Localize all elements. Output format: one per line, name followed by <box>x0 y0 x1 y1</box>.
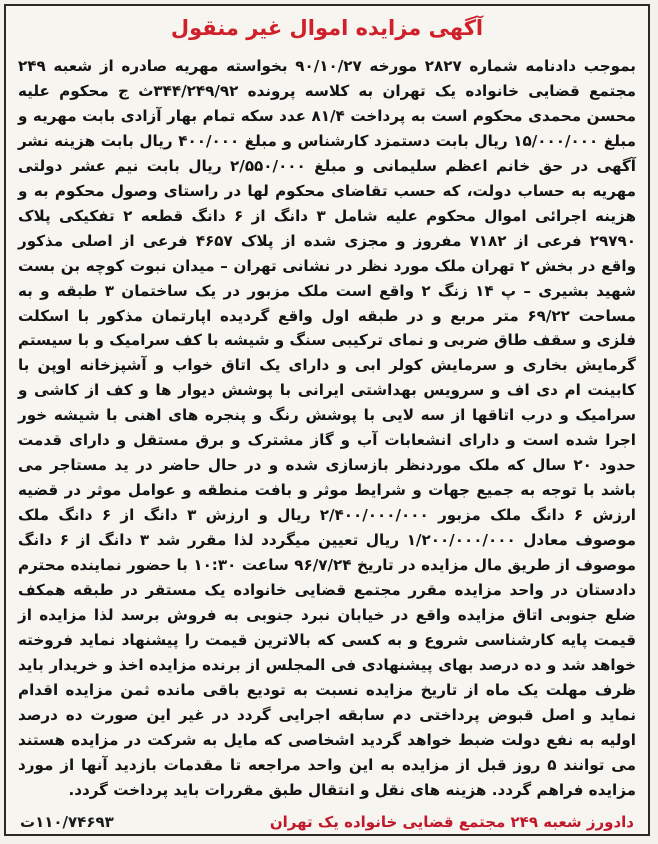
notice-footer <box>20 810 634 834</box>
notice-frame <box>4 4 650 836</box>
notice-body: بموجب دادنامه شماره ۲۸۲۷ مورخه ۹۰/۱۰/۲۷ بخواسته مهریه صادره از شعبه ۲۴۹ مجتمع قضایی خانواده یک تهران به کلاسه پرونده ۳۴۴/۲۴۹/۹۲ث ج محکوم علیه محسن محمدی محکوم است به پرداخت ۸۱/۴ عدد سکه تمام بهار آزادی بابت مهریه و مبلغ ۱۵/۰۰۰/۰۰۰ ریال بابت دستمزد کارشناس و مبلغ ۴۰۰/۰۰۰ ریال بابت هزینه نشر آگهی در حق خانم اعظم سلیمانی و مبلغ ۲/۵۵۰/۰۰۰ ریال بابت نیم عشر دولتی مهریه به حساب دولت، که حسب تقاضای محکوم لها در راستای وصول محکوم به و هزینه اجرائی اموال محکوم علیه شامل ۳ دانگ از ۶ دانگ قطعه ۲ تفکیکی پلاک ۲۹۷۹۰ فرعی از ۷۱۸۲ مفروز و مجزی شده از پلاک ۴۶۵۷ فرعی از اصلی مذکور واقع در بخش ۲ تهران ملک مورد نظر در نشانی تهران – میدان نبوت کوچه بن بست شهید بشیری – پ ۱۴ زنگ ۲ واقع است ملک مزبور در یک ساختمان ۳ طبقه و به مساحت ۶۹/۲۲ متر مربع و در طبقه اول واقع گردیده اپارتمان مذکور با اسکلت فلزی و سقف طاق ضربی و نمای ترکیبی سنگ و شیشه با کف سرامیک و با سیستم گرمایش بخاری و سرمایش کولر ابی و دارای یک اتاق خواب و آشپزخانه اوپن با کابینت ام دی اف و سرویس بهداشتی ایرانی با پوشش دیوار ها و کف از کاشی و سرامیک و درب اتاقها از سه لایی با پوشش رنگ و پنجره های اهنی با شیشه خور اجرا شده است و دارای انشعابات آب و گاز مشترک و برق مستقل و دارای قدمت حدود ۲۰ سال که ملک موردنظر بازسازی شده و در حال حاضر در ید مستاجر می باشد با توجه به جمیع جهات و شرایط موثر و بافت منطقه و عوامل موثر در قضیه ارزش ۶ دانگ ملک مزبور ۲/۴۰۰/۰۰۰/۰۰۰ ریال و ارزش ۳ دانگ از ۶ دانگ ملک موصوف معادل ۱/۲۰۰/۰۰۰/۰۰۰ ریال تعیین میگردد لذا مقرر شد ۳ دانگ از ۶ دانگ موصوف از طریق مال مزایده در تاریخ ۹۶/۷/۲۴ ساعت ۱۰:۳۰ با حضور نماینده محترم دادستان در واحد مزایده مقرر مجتمع قضایی خانواده یک مستقر در طبقه همکف ضلع جنوبی اتاق مزایده واقع در خیابان نبرد جنوبی به فروش برسد لذا مزایده از قیمت پایه کارشناسی شروع و به کسی که بالاترین قیمت را پیشنهاد نماید فروخته خواهد شد و ده درصد بهای پیشنهادی فی المجلس از برنده مزایده اخذ و خریدار باید ظرف مهلت یک ماه از تاریخ مزایده نسبت به تودیع باقی مانده ثمن مزایده اقدام نماید و اصل قبوض پرداختی دم سابقه اجرایی گردد در غیر این صورت ده درصد اولیه به نفع دولت ضبط خواهد گردید اشخاصی که مایل به شرکت در مزایده هستند می توانند ۵ روز قبل از مزایده به این واحد مراجعه تا مقدمات بازدید آنها از مورد مزایده فراهم گردد. هزینه های نقل و انتقال طبق مقررات باید پرداخت گردد. <box>18 57 637 799</box>
ad-code: ۱۱۰/۷۴۶۹۳ت <box>20 813 114 831</box>
notice-title: آگهی مزایده اموال غیر منقول <box>170 16 484 40</box>
notice-signature: دادورز شعبه ۲۴۹ مجتمع قضایی خانواده یک تهران <box>269 813 634 831</box>
